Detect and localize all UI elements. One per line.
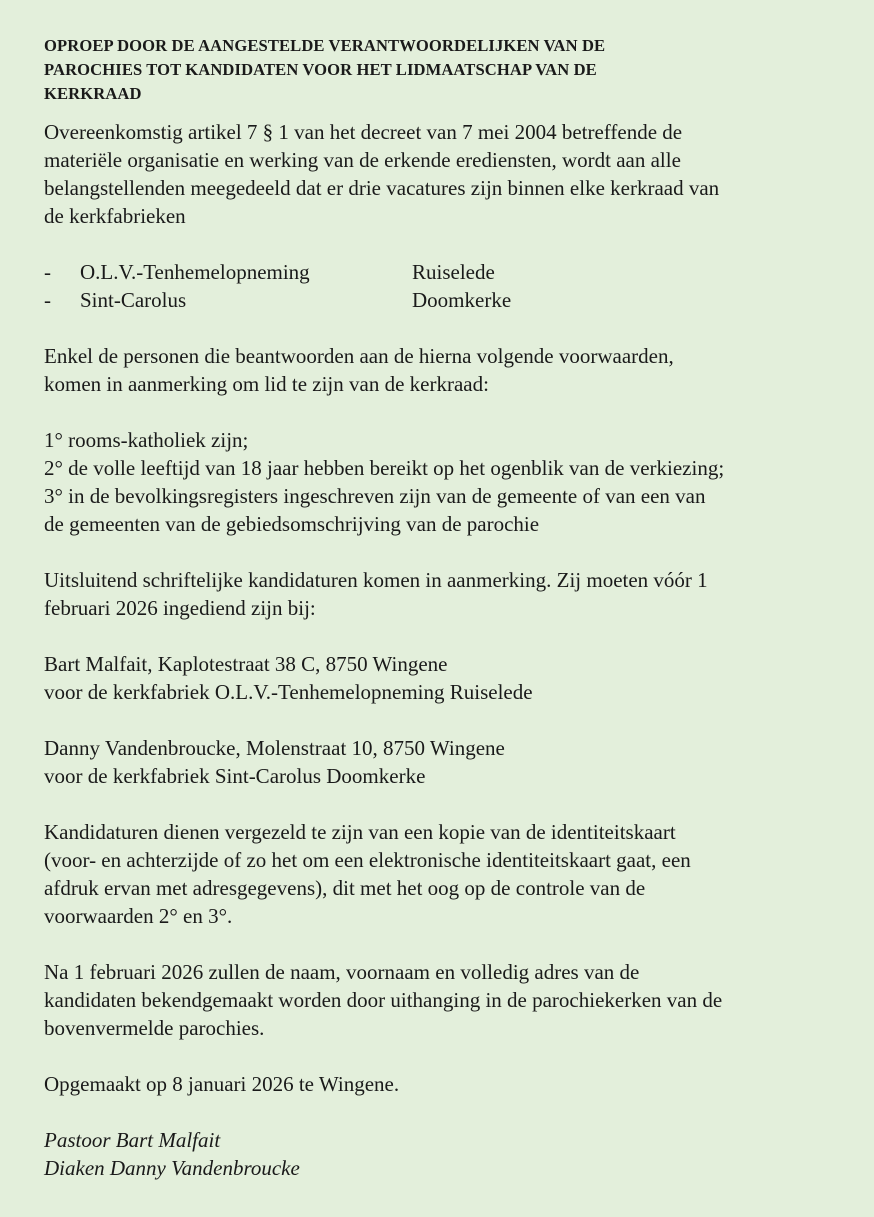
condition-item: 1° rooms-katholiek zijn;: [44, 428, 249, 452]
title-line: OPROEP DOOR DE AANGESTELDE VERANTWOORDELIJKEN VAN DE: [44, 36, 606, 55]
parish-location: Doomkerke: [412, 288, 512, 312]
condition-item: 2° de volle leeftijd van 18 jaar hebben bereikt op het ogenblik van de verkiezing;: [44, 456, 725, 480]
contact-parish: voor de kerkfabriek O.L.V.-Tenhemelopneming Ruiselede: [44, 680, 533, 704]
paragraph-line: belangstellenden meegedeeld dat er drie vacatures zijn binnen elke kerkraad van: [44, 176, 720, 200]
paragraph-line: voorwaarden 2° en 3°.: [44, 904, 233, 928]
submission-paragraph: [44, 566, 844, 622]
paragraph-line: Kandidaturen dienen vergezeld te zijn van een kopie van de identiteitskaart: [44, 820, 676, 844]
parish-item: [44, 286, 844, 314]
publication-paragraph: [44, 958, 844, 1042]
list-dash: -: [44, 260, 51, 284]
paragraph-line: de kerkfabrieken: [44, 204, 186, 228]
parish-location: Ruiselede: [412, 260, 495, 284]
parish-name: O.L.V.-Tenhemelopneming: [80, 260, 310, 284]
paragraph-line: februari 2026 ingediend zijn bij:: [44, 596, 316, 620]
paragraph-line: bovenvermelde parochies.: [44, 1016, 265, 1040]
parish-name: Sint-Carolus: [80, 288, 187, 312]
contact-address: Danny Vandenbroucke, Molenstraat 10, 8750 Wingene: [44, 736, 505, 760]
notice-title: [44, 34, 844, 106]
paragraph-line: materiële organisatie en werking van de erkende erediensten, wordt aan alle: [44, 148, 681, 172]
list-dash: -: [44, 288, 51, 312]
paragraph-line: (voor- en achterzijde of zo het om een elektronische identiteitskaart gaat, een: [44, 848, 691, 872]
contact-parish: voor de kerkfabriek Sint-Carolus Doomkerke: [44, 764, 426, 788]
paragraph-line: Overeenkomstig artikel 7 § 1 van het decreet van 7 mei 2004 betreffende de: [44, 120, 683, 144]
date-line: Opgemaakt op 8 januari 2026 te Wingene.: [44, 1072, 400, 1096]
paragraph-line: komen in aanmerking om lid te zijn van de kerkraad:: [44, 372, 489, 396]
condition-item: 3° in de bevolkingsregisters ingeschreven zijn van de gemeente of van een van: [44, 484, 706, 508]
paragraph-line: Na 1 februari 2026 zullen de naam, voornaam en volledig adres van de: [44, 960, 640, 984]
signature-block: [44, 1126, 844, 1182]
contact-address: Bart Malfait, Kaplotestraat 38 C, 8750 Wingene: [44, 652, 448, 676]
signatory-pastor: Pastoor Bart Malfait: [44, 1128, 221, 1152]
conditions-list: [44, 426, 844, 538]
date-paragraph: [44, 1070, 844, 1098]
id-requirement-paragraph: [44, 818, 844, 930]
eligibility-paragraph: [44, 342, 844, 398]
paragraph-line: Enkel de personen die beantwoorden aan de hierna volgende voorwaarden,: [44, 344, 674, 368]
intro-paragraph: [44, 118, 844, 230]
title-line: KERKRAAD: [44, 84, 142, 103]
paragraph-line: Uitsluitend schriftelijke kandidaturen komen in aanmerking. Zij moeten vóór 1: [44, 568, 708, 592]
contact-block-1: [44, 650, 844, 706]
parish-list: [44, 258, 844, 314]
title-line: PAROCHIES TOT KANDIDATEN VOOR HET LIDMAATSCHAP VAN DE: [44, 60, 597, 79]
condition-item: de gemeenten van de gebiedsomschrijving van de parochie: [44, 512, 540, 536]
signatory-deacon: Diaken Danny Vandenbroucke: [44, 1156, 300, 1180]
paragraph-line: kandidaten bekendgemaakt worden door uithanging in de parochiekerken van de: [44, 988, 723, 1012]
parish-item: [44, 258, 844, 286]
paragraph-line: afdruk ervan met adresgegevens), dit met het oog op de controle van de: [44, 876, 646, 900]
contact-block-2: [44, 734, 844, 790]
